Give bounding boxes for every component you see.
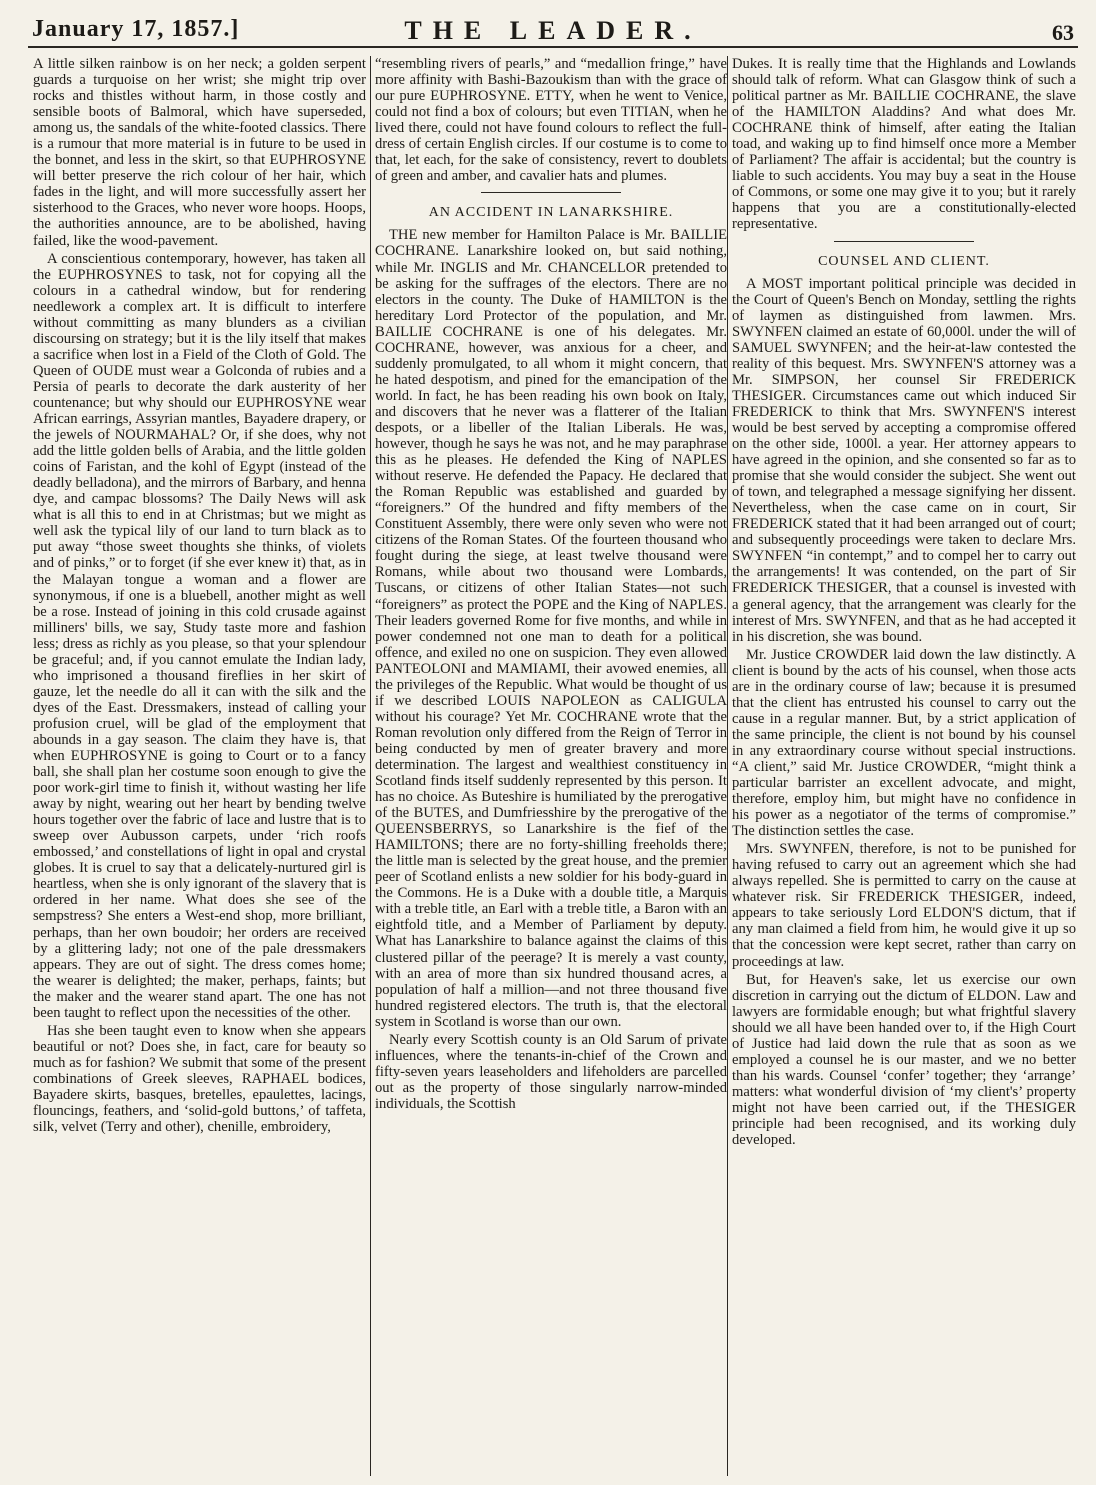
lanarkshire-paragraph-1: THE new member for Hamilton Palace is Mr. BAILLIE COCHRANE. Lanarkshire looked on, but said nothing, while Mr. INGLIS and Mr. CHANCELLOR pretended to be asking for the suffrages of the electors. There are no electors in the county. The Duke of HAMILTON is the hereditary Lord Protector of the population, and Mr. BAILLIE COCHRANE is one of his delegates. Mr. COCHRANE, however, was anxious for a cheer, and suddenly promulgated, to all whom it might concern, that he hated despotism, and pined for the emancipation of the world. In fact, he has been reading his own book on Italy, and discovers that he never was a flatterer of the Italian despots, or a libeller of the Italian Liberals. He was, however, though he says he was not, and he may paraphrase this as he pleases. He defended the King of NAPLES without reserve. He defended the Papacy. He declared that the Roman Republic was established and guarded by “foreigners.” Of the hundred and fifty members of the Constituent Assembly, there were only seven who were not citizens of the Roman States. Of the fourteen thousand who fought during the siege, at least twelve thousand were Romans, while about two thousand were Lombards, Tuscans, or citizens of other Italian States—not such “foreigners” as protect the POPE and the King of NAPLES. Their leaders governed Rome for five months, and while in power condemned not one man to death for a political offence, and exiled no one on suspicion. They even allowed PANTEOLONI and MAMIAMI, their avowed enemies, all the privileges of the Republic. What would be thought of us if we described LOUIS NAPOLEON as CALIGULA without his courage? Yet Mr. COCHRANE wrote that the Roman revolution only differed from the Reign of Terror in being conducted by men of greater bravery and more determination. The largest and wealthiest constituency in Scotland finds itself suddenly represented by this person. It has no choice. As Buteshire is humiliated by the prerogative of the BUTES, and Dumfriesshire by the prerogative of the QUEENSBERRYS, so Lanarkshire is the fief of the HAMILTONS; there are no forty-shilling freeholds there; the little man is selected by the great house, and the premier peer of Scotland enlists a new soldier for his body-guard in the Commons. He is a Duke with a double title, a Marquis with a treble title, an Earl with a treble title, a Baron with an eightfold title, and a Member of Parliament by deputy. What has Lanarkshire to balance against the claims of this clustered pillar of the peerage? It is merely a vast county, with an area of more than six hundred thousand acres, a population of half a million—and not three thousand five hundred registered electors. The truth is, that the electoral system in Scotland is worse than our own. <box>375 227 727 1030</box>
counsel-paragraph-2: Mr. Justice CROWDER laid down the law distinctly. A client is bound by the acts of his counsel, when those acts are in the ordinary course of law; because it is presumed that the client has entrusted his counsel to carry out the cause in a regular manner. But, by a strict application of the same principle, the client is not bound by his counsel in any extraordinary course without special instructions. “A client,” said Mr. Justice CROWDER, “might think a particular barrister an excellent advocate, and might, therefore, employ him, but might have no confidence in his power as a negotiator of the terms of compromise.” The distinction settles the case. <box>732 646 1076 840</box>
column-2 <box>370 56 727 1476</box>
counsel-paragraph-3: Mrs. SWYNFEN, therefore, is not to be punished for having refused to carry out an agreement which she had always repelled. She is permitted to carry on the cause at whatever risk. Sir FREDERICK THESIGER, indeed, appears to take seriously Lord ELDON'S dictum, that if any man claimed a field from him, he would give it up so that the concession were kept secret, rather than carry on proceedings at law. <box>732 841 1076 970</box>
column-1 <box>33 56 366 1476</box>
fashion-paragraph-1: A little silken rainbow is on her neck; a golden serpent guards a turquoise on her wrist; she might trip over rocks and thistles without harm, in those costly and sensible boots of Balmoral, which have superseded, among us, the sandals of the white-footed classics. There is a rumour that more material is in future to be used in the bonnet, and less in the skirt, so that EUPHROSYNE will better preserve the rich colour of her hair, which fades in the light, and will more successfully assert her sisterhood to the Graces, who never wore hoops. Hoops, the authorities announce, are to be abolished, having failed, like the wood-pavement. <box>33 56 366 249</box>
fashion-paragraph-3: Has she been taught even to know when she appears beautiful or not? Does she, in fact, care for beauty so much as for fashion? We submit that some of the present combinations of Greek sleeves, RAPHAEL bodices, Bayadere skirts, basques, bretelles, epaulettes, lacings, flouncings, feathers, and ‘solid-gold buttons,’ of taffeta, silk, velvet (Terry and other), chenille, embroidery, <box>33 1022 366 1136</box>
fashion-paragraph-continued: “resembling rivers of pearls,” and “medallion fringe,” have more affinity with Bashi-Bazoukism than with the grace of our pure EUPHROSYNE. ETTY, when he went to Venice, could not find a box of colours; but even TITIAN, when he lived there, could not have found colours to reflect the full-dress of certain English circles. If our costume is to come to that, let each, for the sake of consistency, revert to doublets of green and amber, and cavalier hats and plumes. <box>375 56 727 185</box>
page-number: 63 <box>1052 20 1074 45</box>
newspaper-title: THE LEADER. <box>404 16 702 45</box>
article-heading-lanarkshire: AN ACCIDENT IN LANARKSHIRE. <box>428 205 674 221</box>
counsel-paragraph-1: A MOST important political principle was decided in the Court of Queen's Bench on Monday, settling the rights of laymen as distinguished from lawmen. Mrs. SWYNFEN claimed an estate of 60,000l. under the will of SAMUEL SWYNFEN; and the heir-at-law contested the reality of this bequest. Mrs. SWYNFEN'S attorney was a Mr. SIMPSON, her counsel Sir FREDERICK THESIGER. Circumstances came out which induced Sir FREDERICK to think that Mrs. SWYNFEN'S interest would be best served by accepting a compromise offered on the other side, 1000l. a year. Her attorney appears to have agreed in the opinion, and she consented so far as to promise that she would consider the subject. She went out of town, and telegraphed a message signifying her dissent. Nevertheless, when the case came on in court, Sir FREDERICK stated that it had been arranged out of court; and subsequently proceedings were taken to declare Mrs. SWYNFEN “in contempt,” and to compel her to carry out the arrangements! It was contended, on the part of Sir FREDERICK THESIGER, that a counsel is invested with a general agency, that the arrangement was clearly for the interest of Mrs. SWYNFEN, and that as he had accepted it in his discretion, she was bound. <box>732 275 1076 645</box>
column-3 <box>727 56 1076 1476</box>
lanarkshire-paragraph-2: Nearly every Scottish county is an Old Sarum of private influences, where the tenants-in-chief of the Crown and fifty-seven years leaseholders and lifeholders are parcelled out as the property of those singularly narrow-minded individuals, the Scottish <box>375 1031 727 1112</box>
article-heading-counsel: COUNSEL AND CLIENT. <box>818 253 990 269</box>
fashion-paragraph-2: A conscientious contemporary, however, has taken all the EUPHROSYNES to task, not for copying all the colours in a cathedral window, but for rendering needlework a complex art. It is difficult to interfere without committing as many blunders as a civilian discoursing on strategy; but it is the lily itself that makes a sacrifice when lost in a Field of the Cloth of Gold. The Queen of OUDE must wear a Golconda of rubies and a Persia of pearls to decorate the dark austerity of her countenance; but why should our EUPHROSYNE wear African earrings, Assyrian mantles, Bayadere drapery, or the jewels of NOURMAHAL? Or, if she does, why not add the little golden bells of Arabia, and the little golden coins of Faristan, and the kohl of Egypt (instead of the deadly belladona), and the mirrors of Barbary, and henna dye, and campac blossoms? The Daily News will ask what is all this to end in at Christmas; but we might as well ask the typical lily of our land to turn black as to put away “those sweet thoughts she thinks, of violets and of pinks,” or to forget (if she ever knew it) that, as in the Malayan tongue a woman and a flower are synonymous, if one is a bluebell, another might as well be a rose. Instead of joining in this cold crusade against milliners' bills, we say, Study taste more and fashion less; dress as richly as you please, so that your splendour be graceful; and, if you cannot emulate the Indian lady, who imprisoned a thousand fireflies in her skirt of gauze, let the needle do all it can with the silk and the dyes of the East. Dressmakers, instead of calling your profusion cruel, will be glad of the employment that abounds in a gay season. The claim they have is, that when EUPHROSYNE is going to Court or to a fancy ball, she shall plan her costume soon enough to give the poor work-girl time to finish it, without wasting her life away by night, wearing out her heart by bending twelve hours together over the fabric of lace and lustre that is to sweep over Aubusson carpets, under ‘rich roofs embossed,’ and constellations of light in opal and crystal globes. It is cruel to say that a delicately-nurtured girl is heartless, when she is only ignorant of the slavery that is ordered in her name. What does she see of the sempstress? She enters a West-end shop, more brilliant, perhaps, than her own boudoir; her orders are received by a glittering lady; not one of the pale dressmakers appears. They are out of sight. The dress comes home; the wearer is delighted; the maker, perhaps, faints; but the maker and the wearer stand apart. The one has not been taught to reflect upon the necessities of the other. <box>33 250 366 1021</box>
counsel-paragraph-4: But, for Heaven's sake, let us exercise our own discretion in carrying out the dictum of ELDON. Law and lawyers are formidable enough; but what frightful slavery should we all have been handed over to, if the High Court of Justice had laid down the rule that as soon as we employed a counsel he is our master, and we no better than his wards. Counsel ‘confer’ together; they ‘arrange’ matters: what wonderful division of ‘my client's’ property might not have been carried out, if the THESIGER principle had been recognised, and its working duly developed. <box>732 971 1076 1149</box>
section-divider <box>834 241 974 242</box>
lanarkshire-paragraph-continued: Dukes. It is really time that the Highlands and Lowlands should talk of reform. What can Glasgow think of such a political partner as Mr. BAILLIE COCHRANE, the slave of the HAMILTON Aladdins? And what does Mr. COCHRANE think of himself, after eating the Italian toad, and waking up to find himself once more a Member of Parliament? The affair is accidental; but the country is liable to such accidents. You may buy a seat in the House of Commons, or some one may give it to you; but it rarely happens that you are a constitutionally-elected representative. <box>732 56 1076 233</box>
page-header <box>28 6 1078 48</box>
section-divider <box>481 192 621 193</box>
issue-date: January 17, 1857.] <box>32 16 240 42</box>
